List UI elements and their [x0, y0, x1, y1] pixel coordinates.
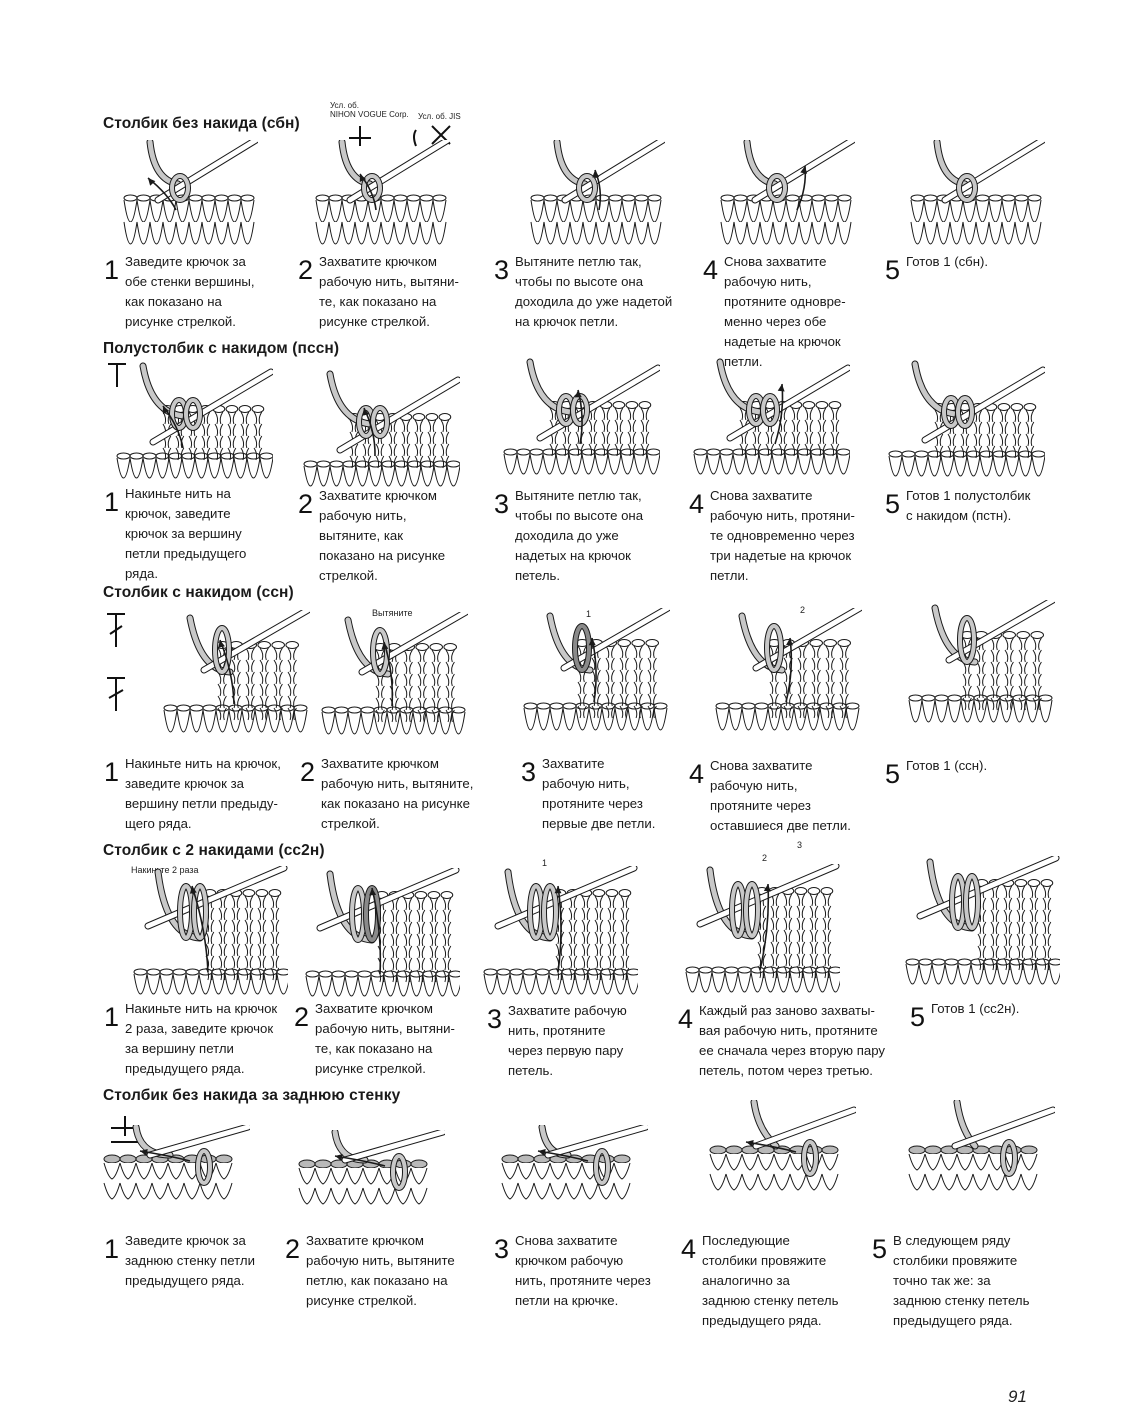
stitch [1021, 1174, 1037, 1190]
crochet-hook [564, 608, 668, 668]
step-text: Захватите крючком рабочую нить, вытяни- те, как показано на рисунке стрелкой. [319, 254, 459, 329]
stitch [502, 1183, 518, 1199]
dc-symbol-alt-icon [105, 676, 127, 712]
illus-sc-step-5 [905, 140, 1045, 250]
illus-scb-step-2 [295, 1130, 445, 1240]
dc-symbol-icon [105, 612, 127, 648]
back-loop [315, 1160, 331, 1168]
stitch [710, 1154, 726, 1170]
back-loop [104, 1155, 120, 1163]
stitch [534, 1183, 550, 1199]
step-text: Захватите крючком рабочую нить, вытяните, как показано на рисунке стрелкой. [319, 488, 446, 583]
step-number: 4 [689, 489, 705, 519]
fabric [721, 195, 851, 244]
stitch [742, 1154, 758, 1170]
back-loop [1021, 1146, 1037, 1154]
step-number: 2 [298, 489, 314, 519]
stitch [363, 1188, 379, 1204]
illus-tr-step-5 [900, 856, 1060, 986]
step-tr-5 [910, 999, 1019, 1031]
step-scb-3 [494, 1231, 651, 1311]
crochet-hook [756, 1110, 854, 1146]
crochet-hook [949, 600, 1053, 660]
step-text: Готов 1 (сс2н). [931, 1001, 1020, 1016]
step-number: 3 [494, 255, 510, 285]
step-number: 3 [521, 757, 537, 787]
stitch [347, 1188, 363, 1204]
fabric [134, 969, 288, 994]
fabric [306, 971, 460, 996]
arrow-head-icon [778, 384, 785, 392]
step-number: 1 [104, 255, 120, 285]
back-loop [710, 1146, 726, 1154]
step-text: В следующем ряду столбики провяжите точно так же: за заднюю стенку петель предыдущего ряда. [893, 1233, 1030, 1328]
crochet-hook [955, 1110, 1053, 1146]
fabric [117, 453, 273, 478]
section-title-tr: Столбик с 2 накидами (сс2н) [103, 842, 325, 859]
fabric [322, 707, 465, 734]
fabric [686, 967, 840, 992]
step-text: Готов 1 (ссн). [906, 758, 988, 773]
step-scb-1 [104, 1231, 255, 1291]
illus-hdc-step-5 [885, 360, 1045, 480]
step-number: 4 [703, 255, 719, 285]
stitch [363, 1168, 379, 1184]
fabric [504, 449, 660, 474]
caption-yarn-over-twice: Накиньте 2 раза [131, 865, 199, 875]
stitch [957, 1174, 973, 1190]
stitch-posts [376, 892, 453, 983]
stitch [518, 1163, 534, 1179]
yarn-loop [544, 886, 556, 938]
stitch [168, 1163, 184, 1179]
illus-hdc-step-1 [113, 362, 273, 482]
step-number: 5 [885, 759, 901, 789]
illus-sc-step-2 [310, 140, 450, 250]
stitch [925, 1154, 941, 1170]
stitch [566, 1183, 582, 1199]
step-text: Готов 1 полустолбик с накидом (пстн). [906, 488, 1031, 523]
stitch [168, 1183, 184, 1199]
stitch [379, 1188, 395, 1204]
step-tr-2 [294, 999, 455, 1079]
stitch [582, 1183, 598, 1199]
step-sc-1 [104, 252, 255, 332]
stitch [973, 1174, 989, 1190]
back-loop [502, 1155, 518, 1163]
step-text: Захватите крючком рабочую нить, вытяните петлю, как показано на рисунке стрелкой. [306, 1233, 455, 1308]
fabric [304, 461, 460, 486]
stitch [184, 1183, 200, 1199]
stitch [136, 1163, 152, 1179]
step-text: Готов 1 (сбн). [906, 254, 989, 269]
back-loop [925, 1146, 941, 1154]
stitch [742, 1174, 758, 1190]
stitch [758, 1174, 774, 1190]
stitch-posts [204, 890, 281, 981]
illus-scb-step-4 [706, 1100, 856, 1210]
stitch [614, 1183, 630, 1199]
step-number: 2 [300, 757, 316, 787]
fabric [909, 695, 1052, 722]
stitch [411, 1188, 427, 1204]
caption-label-3-tr: 3 [797, 840, 803, 850]
step-hdc-2 [298, 486, 445, 586]
step-number: 3 [494, 489, 510, 519]
stitch [331, 1188, 347, 1204]
stitch [774, 1154, 790, 1170]
step-text: Накиньте нить на крючок, заведите крючок за вершину петли предыду- щего ряда. [125, 756, 281, 831]
step-text: Захватите крючком рабочую нить, вытяни- те, как показано на рисунке стрелкой. [315, 1001, 455, 1076]
illus-scb-step-1 [100, 1125, 250, 1235]
back-loop [822, 1146, 838, 1154]
illus-scb-step-5 [905, 1100, 1055, 1210]
stitch [120, 1183, 136, 1199]
step-text: Последующие столбики провяжите аналогично за заднюю стенку петель предыдущего ряда. [702, 1233, 839, 1328]
step-number: 2 [298, 255, 314, 285]
symbol-note-jis: Усл. об. JIS [418, 112, 461, 121]
step-text: Снова захватите крючком рабочую нить, протяните через петли на крючке. [515, 1233, 651, 1308]
stitch [550, 1163, 566, 1179]
step-number: 5 [872, 1234, 888, 1264]
step-text: Вытяните петлю так, чтобы по высоте она доходила до уже надетой на крючок петли. [515, 254, 673, 329]
stitch [331, 1168, 347, 1184]
stitch [104, 1183, 120, 1199]
back-loop [909, 1146, 925, 1154]
stitch [973, 1154, 989, 1170]
fabric [716, 703, 859, 730]
step-dc-3 [521, 754, 655, 834]
step-text: Захватите рабочую нить, протяните через первые две петли. [542, 756, 656, 831]
illus-tr-step-3 [478, 866, 638, 996]
step-scb-2 [285, 1231, 455, 1311]
symbol-note-nihon: Усл. об. NIHON VOGUE Corp. [330, 101, 409, 119]
illus-dc-step-2 [318, 612, 468, 742]
back-loop [411, 1160, 427, 1168]
back-loop [726, 1146, 742, 1154]
section-title-dc: Столбик с накидом (ссн) [103, 584, 294, 601]
step-number: 5 [885, 255, 901, 285]
stitch-posts [976, 880, 1053, 971]
illus-tr-step-2 [300, 868, 460, 998]
stitch [216, 1163, 232, 1179]
section-title-sc: Столбик без накида (сбн) [103, 115, 300, 132]
step-sc-5 [885, 252, 988, 284]
caption-label-2-dc: 2 [800, 605, 806, 615]
step-number: 5 [885, 489, 901, 519]
step-number: 4 [689, 759, 705, 789]
illus-hdc-step-2 [300, 370, 460, 490]
stitch [299, 1168, 315, 1184]
illus-tr-step-4 [680, 864, 840, 994]
caption-label-2-tr: 2 [762, 853, 768, 863]
step-dc-1 [104, 754, 281, 834]
crochet-hook [362, 612, 466, 672]
step-hdc-5 [885, 486, 1030, 526]
illus-dc-step-5 [905, 600, 1055, 730]
fabric [316, 195, 446, 244]
stitch [941, 1154, 957, 1170]
stitch [758, 1154, 774, 1170]
stitch [315, 1168, 331, 1184]
stitch [774, 1174, 790, 1190]
yarn-loop [746, 884, 758, 936]
stitch [726, 1174, 742, 1190]
step-number: 1 [104, 487, 120, 517]
stitch [502, 1163, 518, 1179]
stitch [925, 1174, 941, 1190]
stitch [790, 1174, 806, 1190]
step-hdc-1 [104, 484, 246, 584]
section-title-hdc: Полустолбик с накидом (пссн) [103, 340, 340, 357]
illus-dc-step-1 [160, 610, 310, 740]
step-number: 1 [104, 1234, 120, 1264]
back-loop [299, 1160, 315, 1168]
stitch [534, 1163, 550, 1179]
step-sc-2 [298, 252, 459, 332]
illus-sc-step-3 [525, 140, 665, 250]
stitch-posts [554, 890, 631, 981]
back-loop [216, 1155, 232, 1163]
stitch [550, 1183, 566, 1199]
section-title-sc-back-loop: Столбик без накида за заднюю стенку [103, 1087, 401, 1104]
stitch [518, 1183, 534, 1199]
stitch [822, 1174, 838, 1190]
step-text: Заведите крючок за обе стенки вершины, как показано на рисунке стрелкой. [125, 254, 255, 329]
fabric [164, 705, 307, 732]
step-number: 5 [910, 1002, 926, 1032]
step-number: 1 [104, 1002, 120, 1032]
stitch [989, 1174, 1005, 1190]
step-scb-5 [872, 1231, 1029, 1331]
fabric [124, 195, 254, 244]
stitch [710, 1174, 726, 1190]
stitch [909, 1174, 925, 1190]
step-text: Каждый раз заново захваты- вая рабочую нить, протяните ее сначала через вторую пару петель, потом через третью. [699, 1003, 885, 1078]
caption-pull: Вытяните [372, 608, 413, 618]
step-number: 2 [294, 1002, 310, 1032]
stitch [822, 1154, 838, 1170]
stitch [614, 1163, 630, 1179]
fabric [889, 451, 1045, 476]
back-loop [518, 1155, 534, 1163]
back-loop [614, 1155, 630, 1163]
stitch [104, 1163, 120, 1179]
step-hdc-3 [494, 486, 643, 586]
crochet-hook [756, 608, 860, 668]
yarn-loop [966, 876, 978, 928]
fabric [906, 959, 1060, 984]
step-tr-1 [104, 999, 277, 1079]
illus-dc-step-4 [712, 608, 862, 738]
illus-hdc-step-4 [690, 358, 850, 478]
illus-sc-step-4 [715, 140, 855, 250]
stitch [347, 1168, 363, 1184]
illus-sc-step-1 [118, 140, 258, 250]
caption-label-1-dc: 1 [586, 609, 592, 619]
step-number: 4 [678, 1004, 694, 1034]
illus-dc-step-3 [520, 608, 670, 738]
caption-label-1-tr: 1 [542, 858, 548, 868]
step-tr-4 [678, 1001, 885, 1081]
stitch [216, 1183, 232, 1199]
illus-scb-step-3 [498, 1125, 648, 1235]
page-number: 91 [1008, 1387, 1027, 1406]
step-text: Захватите крючком рабочую нить, вытяните, как показано на рисунке стрелкой. [321, 756, 474, 831]
back-loop [120, 1155, 136, 1163]
stitch [315, 1188, 331, 1204]
stitch [411, 1168, 427, 1184]
step-text: Заведите крючок за заднюю стенку петли предыдущего ряда. [125, 1233, 255, 1288]
step-dc-5 [885, 756, 987, 788]
step-text: Снова захватите рабочую нить, протяни- те одновременно через три надетые на крючок петли. [710, 488, 855, 583]
step-text: Накиньте нить на крючок 2 раза, заведите крючок за вершину петли предыдущего ряда. [125, 1001, 278, 1076]
fabric [694, 449, 850, 474]
step-number: 2 [285, 1234, 301, 1264]
stitch [957, 1154, 973, 1170]
stitch [941, 1174, 957, 1190]
step-number: 3 [494, 1234, 510, 1264]
step-sc-3 [494, 252, 672, 332]
step-text: Вытяните петлю так, чтобы по высоте она доходила до уже надетых на крючок петель. [515, 488, 644, 583]
fabric [484, 969, 638, 994]
step-dc-4 [689, 756, 851, 836]
arrow-head-icon [148, 178, 155, 186]
step-sc-4 [703, 252, 846, 372]
crochet-hook [204, 610, 308, 670]
stitch [726, 1154, 742, 1170]
illus-hdc-step-3 [500, 358, 660, 478]
step-dc-2 [300, 754, 473, 834]
stitch [1021, 1154, 1037, 1170]
illus-tr-step-1 [128, 866, 288, 996]
fabric [531, 195, 661, 244]
step-text: Снова захватите рабочую нить, протяните одновре- менно через обе надетые на крючок петли. [724, 254, 846, 369]
step-number: 3 [487, 1004, 503, 1034]
stitch [120, 1163, 136, 1179]
step-text: Снова захватите рабочую нить, протяните через оставшиеся две петли. [710, 758, 851, 833]
step-number: 1 [104, 757, 120, 787]
step-scb-4 [681, 1231, 838, 1331]
step-tr-3 [487, 1001, 627, 1081]
stitch [152, 1163, 168, 1179]
stitch [566, 1163, 582, 1179]
stitch [152, 1183, 168, 1199]
stitch [136, 1183, 152, 1199]
fabric [524, 703, 667, 730]
step-hdc-4 [689, 486, 855, 586]
step-number: 4 [681, 1234, 697, 1264]
step-text: Накиньте нить на крючок, заведите крючок за вершину петли предыдущего ряда. [125, 486, 247, 581]
stitch [909, 1154, 925, 1170]
fabric [911, 195, 1041, 244]
stitch [299, 1188, 315, 1204]
step-text: Захватите рабочую нить, протяните через первую пару петель. [508, 1003, 627, 1078]
